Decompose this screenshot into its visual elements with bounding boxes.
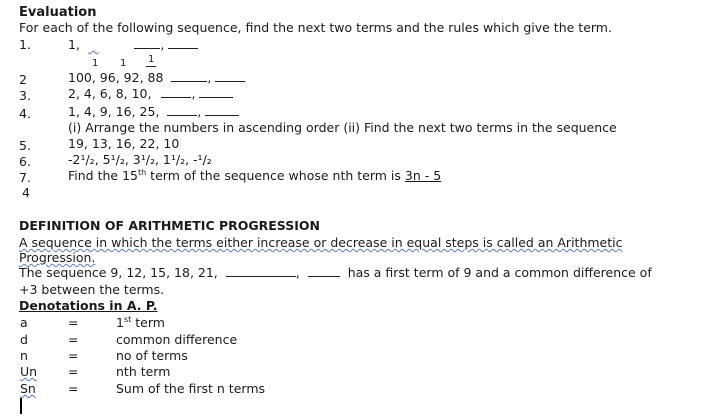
denotation-description: no of terms [116, 348, 188, 363]
question-4-note: (i) Arrange the numbers in ascending order (ii) Find the next two terms in the sequence [68, 120, 617, 135]
question-text-1: 1, , [68, 37, 198, 52]
denotation-description: common difference [116, 332, 238, 347]
denotation-symbol: Un [20, 364, 38, 379]
denotation-equals: = [68, 315, 79, 330]
ap-definition-line-1: A sequence in which the terms either increase or decrease in equal steps is called an Arithmetic [19, 235, 623, 250]
question-number-7: 7. [19, 170, 31, 185]
question-text-7: Find the 15th term of the sequence whose nth term is 3n - 5 [68, 168, 442, 184]
question-number-2: 2 [19, 72, 27, 87]
question-text-4: 1, 4, 9, 16, 25, , [68, 104, 239, 119]
denotation-description: 1st term [116, 315, 165, 331]
answer-blank[interactable] [161, 87, 191, 98]
section-heading: Evaluation [19, 5, 97, 20]
answer-blank[interactable] [308, 266, 340, 277]
denotations-heading: Denotations in A. P. [19, 298, 158, 313]
denotation-equals: = [68, 364, 79, 379]
denotation-symbol: Sn [20, 381, 36, 396]
denotation-symbol: n [20, 348, 28, 363]
ap-heading: DEFINITION OF ARITHMETIC PROGRESSION [19, 218, 320, 233]
fraction-numerator: 1 [148, 54, 155, 65]
denotation-symbol: a [20, 315, 28, 330]
question-number-4: 4. [19, 106, 31, 121]
answer-blank[interactable] [226, 266, 270, 277]
question-text-3: 2, 4, 6, 8, 10, , [68, 86, 233, 101]
denotation-equals: = [68, 348, 79, 363]
answer-blank[interactable] [199, 87, 233, 98]
example-sentence-continued: +3 between the terms. [19, 282, 165, 297]
instruction-text: For each of the following sequence, find the next two terms and the rules which give the term. [19, 20, 612, 35]
question-number-5: 5. [19, 138, 31, 153]
answer-blank[interactable] [171, 71, 207, 82]
fraction-numerator: 1 [120, 58, 127, 69]
denotation-equals: = [68, 332, 79, 347]
question-text-5: 19, 13, 16, 22, 10 [68, 136, 180, 151]
answer-blank[interactable] [205, 105, 239, 116]
answer-blank[interactable] [168, 38, 198, 49]
answer-blank[interactable] [215, 71, 245, 82]
fraction-bar [146, 66, 156, 67]
answer-blank[interactable] [134, 38, 160, 49]
question-text-6: -2¹/₂, 5¹/₂, 3¹/₂, 1¹/₂, -¹/₂ [68, 152, 212, 167]
question-text-2: 100, 96, 92, 88 , [68, 70, 245, 85]
stray-number: 4 [22, 185, 30, 200]
denotation-description: nth term [116, 364, 171, 379]
example-sentence: The sequence 9, 12, 15, 18, 21, , has a first term of 9 and a common difference of [19, 265, 652, 280]
denotation-description: Sum of the first n terms [116, 381, 266, 396]
text-cursor [20, 398, 22, 414]
question-number-3: 3. [19, 88, 31, 103]
denotation-symbol: d [20, 332, 28, 347]
ap-definition-line-2: Progression. [19, 250, 96, 265]
fraction-numerator: 1 [92, 58, 99, 69]
question-number-6: 6. [19, 154, 31, 169]
answer-blank[interactable] [167, 105, 197, 116]
denotation-equals: = [68, 381, 79, 396]
question-number-1: 1. [19, 37, 31, 52]
